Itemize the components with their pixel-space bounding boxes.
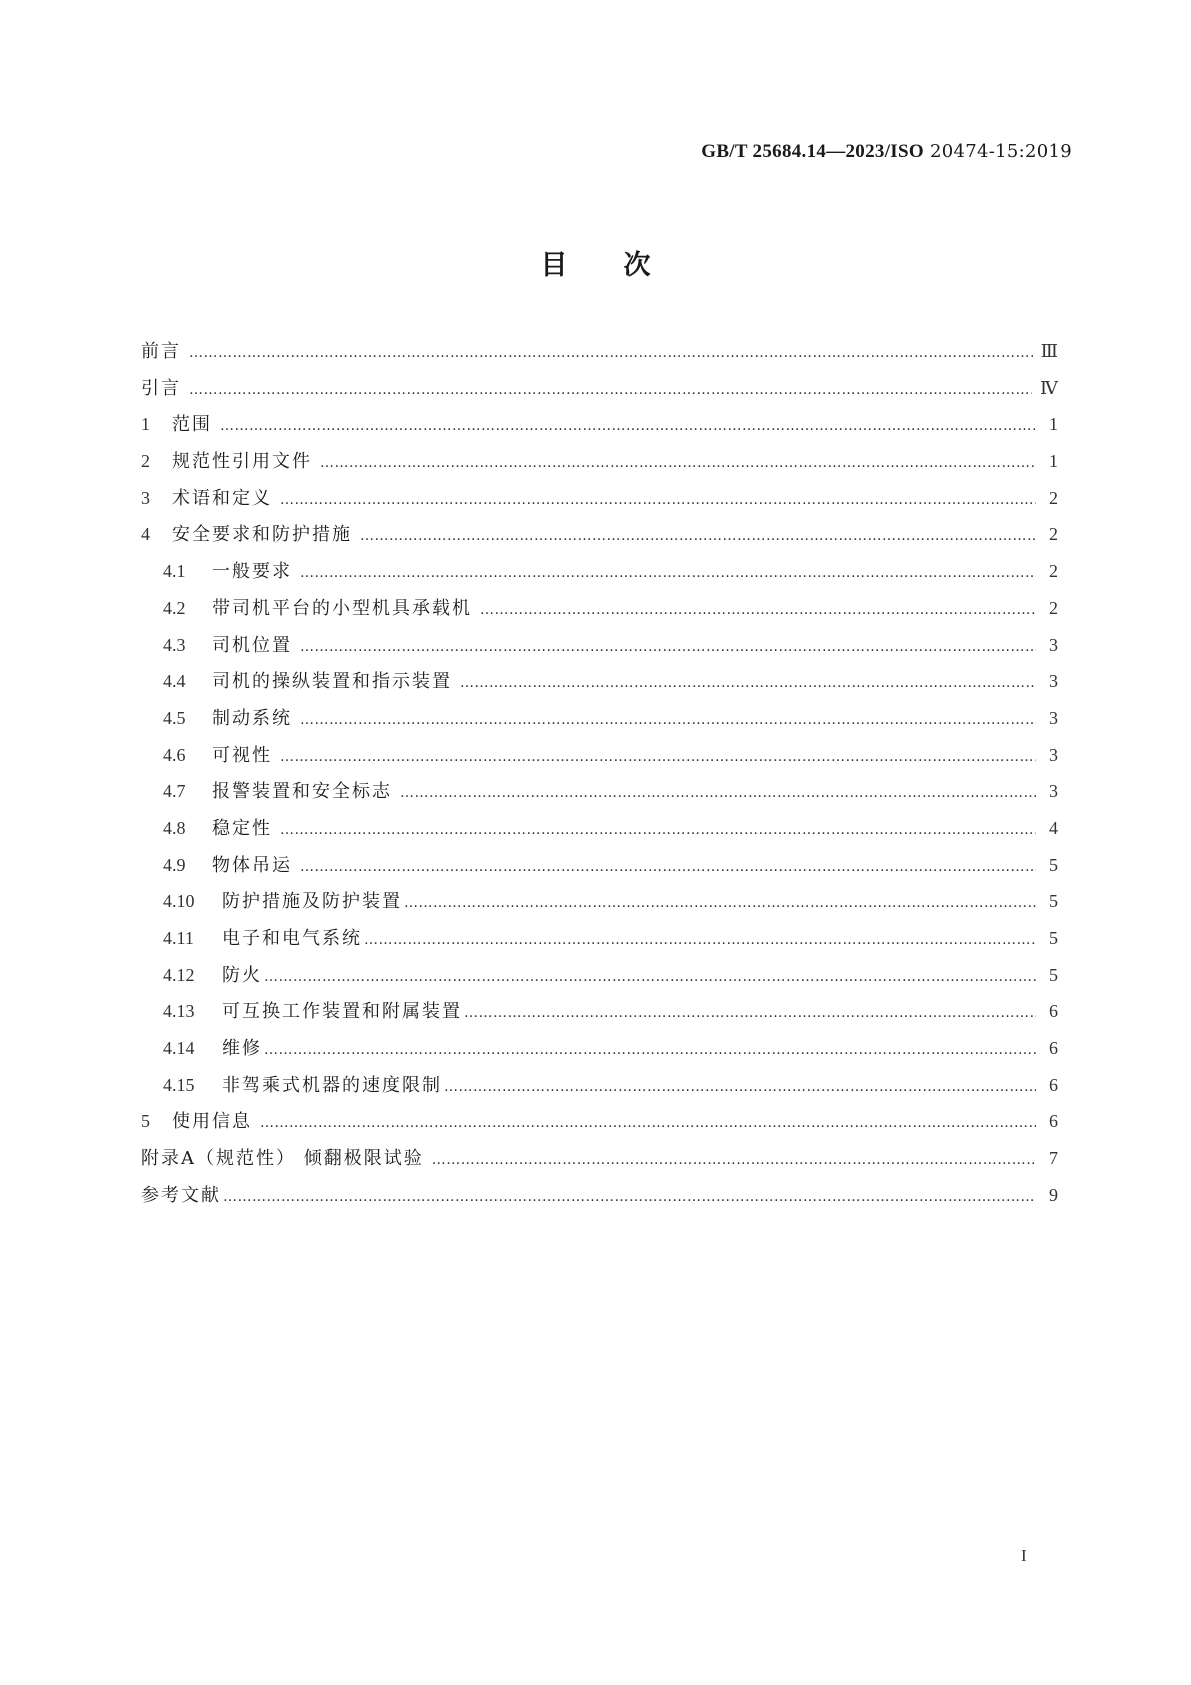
toc-entry-number: 4.12 (163, 964, 195, 985)
toc-entry-title: 术语和定义 (172, 487, 272, 509)
toc-leader-dots (280, 492, 1036, 508)
toc-entry-page: 3 (1049, 781, 1058, 802)
toc-entry-page: 4 (1049, 817, 1058, 838)
toc-entry-4-9[interactable] (141, 851, 1058, 888)
toc-leader-dots (220, 418, 1036, 434)
toc-entry-4-12[interactable] (141, 961, 1058, 998)
toc-entry-title: 报警装置和安全标志 (212, 781, 392, 803)
toc-entry-title: 防护措施及防护装置 (222, 891, 402, 913)
toc-leader-dots (280, 749, 1036, 765)
toc-entry-bibliography[interactable] (141, 1181, 1058, 1218)
toc-entry-title: 前言 (141, 341, 181, 362)
toc-entry-page: 1 (1049, 414, 1058, 435)
toc-entry-title: 电子和电气系统 (222, 928, 362, 949)
toc-leader-dots (444, 1079, 1036, 1095)
toc-entry-title: 附录A（规范性） 倾翻极限试验 (141, 1148, 424, 1170)
toc-entry-4-4[interactable] (141, 667, 1058, 704)
toc-leader-dots (464, 1005, 1036, 1021)
toc-leader-dots (480, 602, 1036, 618)
toc-entry-title: 可互换工作装置和附属装置 (222, 1001, 462, 1023)
toc-leader-dots (260, 1115, 1036, 1131)
toc-entry-page: 3 (1049, 707, 1058, 728)
toc-entry-number: 4.4 (163, 671, 186, 692)
toc-entry-page: 1 (1049, 451, 1058, 472)
toc-entry-4-1[interactable] (141, 557, 1058, 594)
toc-leader-dots (364, 932, 1036, 948)
toc-entry-page: Ⅲ (1040, 341, 1058, 361)
toc-entry-title: 使用信息 (172, 1111, 252, 1133)
toc-entry-page: 9 (1049, 1184, 1058, 1205)
toc-entry-4-13[interactable] (141, 997, 1058, 1034)
toc-entry-title: 非驾乘式机器的速度限制 (222, 1074, 442, 1096)
toc-entry-title: 防火 (222, 964, 262, 986)
toc-entry-page: 5 (1049, 854, 1058, 875)
toc-entry-number: 2 (141, 451, 150, 472)
toc-entry-title: 带司机平台的小型机具承载机 (212, 597, 472, 619)
toc-entry-annex-a[interactable] (141, 1144, 1058, 1181)
toc-leader-dots (189, 345, 1033, 361)
toc-leader-dots (223, 1189, 1036, 1205)
toc-entry-title: 引言 (141, 377, 181, 399)
toc-leader-dots (300, 565, 1036, 581)
page-title: 目次 (540, 250, 707, 281)
toc-entry-title: 物体吊运 (212, 854, 292, 876)
toc-entry-number: 4.14 (163, 1038, 195, 1059)
toc-entry-number: 4 (141, 524, 150, 545)
toc-entry-page: 5 (1049, 891, 1058, 912)
page-number: I (1021, 1546, 1027, 1565)
toc-entry-introduction[interactable] (141, 374, 1058, 411)
toc-entry-number: 4.3 (163, 634, 186, 655)
toc-leader-dots (300, 859, 1036, 875)
toc-leader-dots (280, 822, 1036, 838)
toc-entry-number: 1 (141, 414, 150, 435)
toc-entry-page: 7 (1049, 1148, 1058, 1169)
toc-leader-dots (360, 528, 1036, 544)
toc-entry-title: 可视性 (212, 744, 272, 766)
toc-entry-number: 5 (141, 1111, 150, 1132)
toc-entry-page: 3 (1049, 634, 1058, 655)
toc-entry-4-3[interactable] (141, 631, 1058, 668)
toc-leader-dots (264, 1042, 1036, 1058)
toc-entry-page: 3 (1049, 744, 1058, 765)
toc-entry-2[interactable] (141, 447, 1058, 484)
toc-entry-page: 5 (1049, 928, 1058, 948)
toc-entry-number: 4.9 (163, 854, 186, 875)
toc-entry-title: 稳定性 (212, 817, 272, 839)
toc-leader-dots (300, 639, 1036, 655)
toc-entry-number: 3 (141, 487, 150, 508)
toc-leader-dots (400, 785, 1036, 801)
standard-code: GB/T 25684.14—2023/ISO (701, 141, 924, 162)
toc-entry-number: 4.13 (163, 1001, 195, 1022)
toc-entry-4-8[interactable] (141, 814, 1058, 851)
toc-entry-page: 2 (1049, 561, 1058, 582)
toc-entry-4-15[interactable] (141, 1071, 1058, 1108)
toc-entry-title: 范围 (172, 414, 212, 436)
toc-leader-dots (189, 382, 1032, 398)
toc-entry-number: 4.10 (163, 891, 195, 912)
toc-entry-4-11[interactable] (141, 924, 1058, 961)
toc-entry-number: 4.6 (163, 744, 186, 765)
toc-leader-dots (404, 895, 1036, 911)
toc-entry-title: 一般要求 (212, 561, 292, 583)
toc-entry-page: Ⅳ (1040, 377, 1058, 398)
toc-entry-4-7[interactable] (141, 777, 1058, 814)
toc-entry-foreword[interactable] (141, 337, 1058, 374)
toc-entry-5[interactable] (141, 1107, 1058, 1144)
toc-entry-number: 4.8 (163, 817, 186, 838)
toc-entry-page: 6 (1049, 1038, 1058, 1059)
toc-entry-title: 规范性引用文件 (172, 451, 312, 473)
toc-leader-dots (264, 969, 1036, 985)
toc-entry-1[interactable] (141, 410, 1058, 447)
toc-entry-4-2[interactable] (141, 594, 1058, 631)
toc-entry-4[interactable] (141, 520, 1058, 557)
toc-entry-number: 4.7 (163, 781, 186, 802)
toc-entry-title: 安全要求和防护措施 (172, 524, 352, 546)
toc-entry-page: 2 (1049, 524, 1058, 545)
toc-leader-dots (460, 675, 1036, 691)
toc-entry-4-14[interactable] (141, 1034, 1058, 1071)
toc-entry-title: 制动系统 (212, 707, 292, 729)
toc-entry-4-10[interactable] (141, 887, 1058, 924)
toc-entry-3[interactable] (141, 484, 1058, 521)
toc-entry-page: 3 (1049, 671, 1058, 692)
toc-entry-page: 2 (1049, 487, 1058, 508)
toc-entry-title: 司机的操纵装置和指示装置 (212, 671, 452, 693)
toc-entry-title: 司机位置 (212, 634, 292, 656)
toc-entry-number: 4.2 (163, 597, 186, 618)
toc-entry-4-6[interactable] (141, 741, 1058, 778)
toc-entry-page: 6 (1049, 1001, 1058, 1022)
iso-code: 20474-15:2019 (929, 141, 1072, 162)
standard-number-header (701, 141, 1072, 163)
toc-entry-page: 6 (1049, 1074, 1058, 1095)
toc-leader-dots (300, 712, 1036, 728)
toc-entry-page: 2 (1049, 597, 1058, 618)
toc-entry-title: 维修 (222, 1038, 262, 1060)
toc-entry-number: 4.11 (163, 928, 194, 948)
toc-entry-page: 6 (1049, 1111, 1058, 1132)
toc-entry-number: 4.5 (163, 707, 186, 728)
toc-leader-dots (320, 455, 1036, 471)
toc-entry-page: 5 (1049, 964, 1058, 985)
toc-entry-4-5[interactable] (141, 704, 1058, 741)
toc-leader-dots (432, 1152, 1036, 1168)
toc-entry-number: 4.15 (163, 1074, 195, 1095)
toc-entry-title: 参考文献 (141, 1184, 221, 1206)
toc-entry-number: 4.1 (163, 561, 186, 582)
table-of-contents (141, 337, 1058, 1218)
